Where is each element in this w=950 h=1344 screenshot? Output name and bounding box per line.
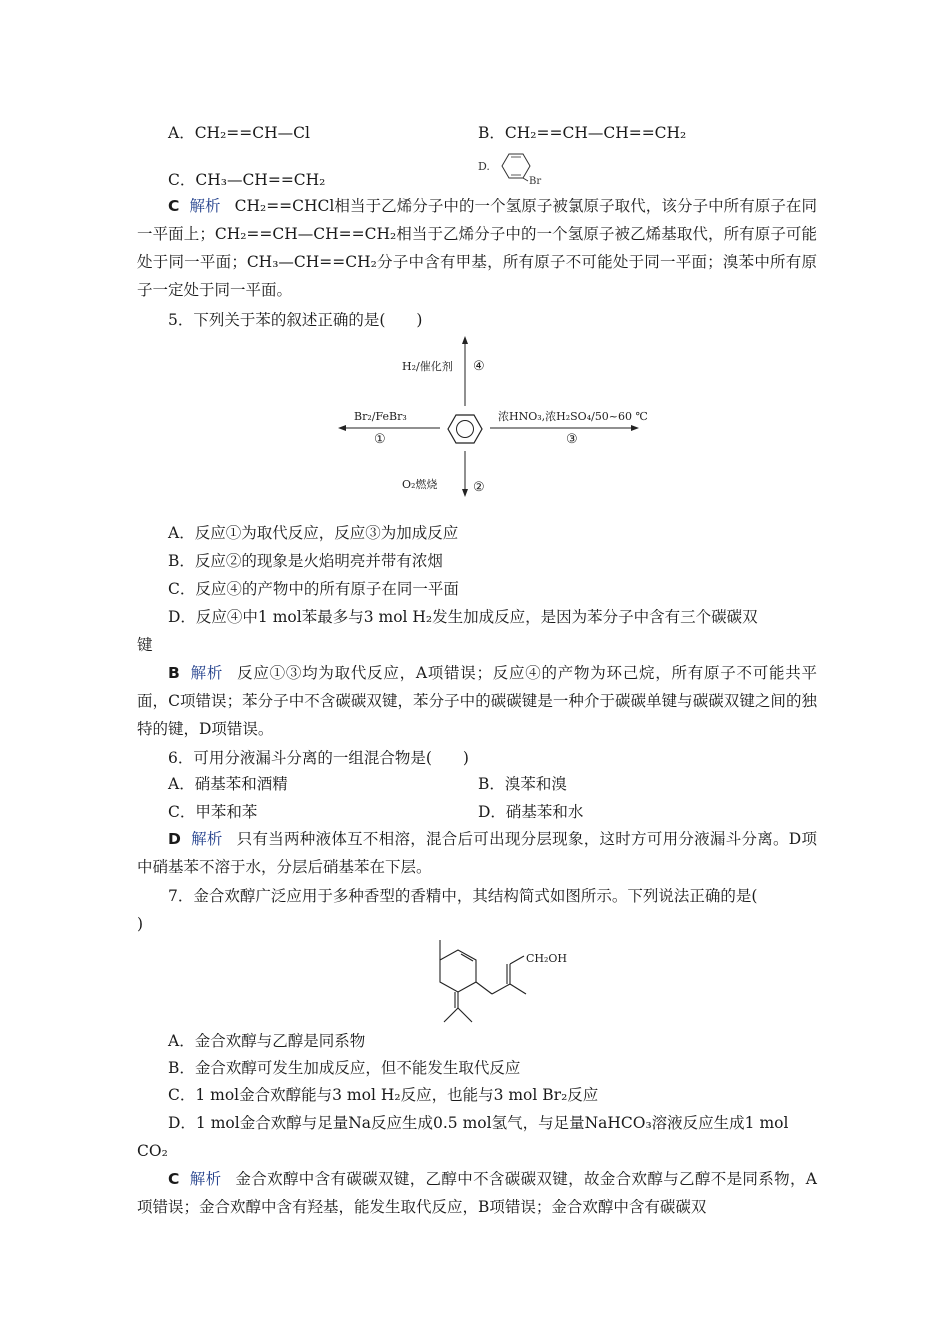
q7-analysis-label: 解析 [189,1170,222,1188]
q4-option-d-label: D. [478,160,490,173]
q5-diagram-down-label: O₂燃烧 [402,478,438,491]
q5-diagram-up-num: ④ [473,359,485,374]
q5-diagram-left-num: ① [374,432,386,447]
q5-diagram-right-num: ③ [566,432,578,447]
q5-option-b: B．反应②的现象是火焰明亮并带有浓烟 [168,552,443,570]
q5-option-c: C．反应④的产物中的所有原子在同一平面 [168,580,459,598]
q4-analysis-label: 解析 [189,197,221,215]
q5-analysis-label: 解析 [189,664,224,682]
q5-option-d-line2: 键 [137,636,153,654]
q5-stem: 5．下列关于苯的叙述正确的是( ) [168,311,423,329]
q5-option-a: A．反应①为取代反应，反应③为加成反应 [168,524,459,542]
q7-farnesol-structure [410,934,580,1028]
q4-answer: C [168,197,180,215]
q6-option-c: C．甲苯和苯 [168,803,258,821]
q7-option-a: A．金合欢醇与乙醇是同系物 [168,1032,366,1050]
q6-option-b: B．溴苯和溴 [478,775,567,793]
q5-diagram-left-label: Br₂/FeBr₃ [354,410,407,423]
q7-answer: C [168,1170,180,1188]
q4-option-c: C．CH₃—CH==CH₂ [168,171,326,189]
q7-stem-line2: ) [137,915,144,933]
q7-analysis-text: 金合欢醇中含有碳碳双键，乙醇中不含碳碳双键，故金合欢醇与乙醇不是同系物，A项错误；金合欢醇中含有羟基，能发生取代反应，B项错误；金合欢醇中含有碳碳双 [137,1170,817,1216]
q5-analysis-text: 反应①③均为取代反应，A项错误；反应④的产物为环己烷，所有原子不可能共平面，C项错误；苯分子中不含碳碳双键，苯分子中的碳碳键是一种介于碳碳单键与碳碳双键之间的独特的键，D项错误。 [137,664,817,738]
q5-option-d-line1: D．反应④中1 mol苯最多与3 mol H₂发生加成反应，是因为苯分子中含有三个碳碳双 [168,608,758,626]
q7-struct-ch2oh-label: CH₂OH [526,952,568,965]
q6-stem: 6．可用分液漏斗分离的一组混合物是( ) [168,749,469,767]
q5-diagram-right-label: 浓HNO₃,浓H₂SO₄/50~60 ℃ [498,410,648,423]
q6-option-d: D．硝基苯和水 [478,803,584,821]
q5-diagram-down-num: ② [473,480,485,495]
q4-option-a: A．CH₂==CH—Cl [168,124,310,142]
q4-option-d-bromobenzene-structure [478,146,548,186]
q7-option-d-line2: CO₂ [137,1142,168,1160]
q6-option-a: A．硝基苯和酒精 [168,775,288,793]
q7-option-c: C．1 mol金合欢醇能与3 mol H₂反应，也能与3 mol Br₂反应 [168,1086,599,1104]
q5-diagram-up-label: H₂/催化剂 [402,360,453,373]
q4-analysis-text: CH₂==CHCl相当于乙烯分子中的一个氢原子被氯原子取代，该分子中所有原子在同一平面上；CH₂==CH—CH==CH₂相当于乙烯分子中的一个氢原子被乙烯基取代，所有原子可能处于同一平面；CH₃—CH==CH₂分子中含有甲基，所有原子不可能处于同一平面；溴苯中所有原子一定处于同一平面。 [137,197,817,299]
q5-answer: B [168,664,180,682]
q5-benzene-reaction-diagram [330,336,660,498]
q7-option-d-line1: D．1 mol金合欢醇与足量Na反应生成0.5 mol氢气，与足量NaHCO₃溶液反应生成1 mol [168,1114,789,1132]
q4-option-b: B．CH₂==CH—CH==CH₂ [478,124,687,142]
q7-stem-line1: 7．金合欢醇广泛应用于多种香型的香精中，其结构简式如图所示。下列说法正确的是( [168,887,758,905]
q6-analysis [137,825,817,881]
q6-analysis-label: 解析 [190,830,223,848]
q4-option-d-sub: Br [529,176,542,186]
q7-option-b: B．金合欢醇可发生加成反应，但不能发生取代反应 [168,1059,521,1077]
q4-analysis [137,192,817,304]
q6-analysis-text: 只有当两种液体互不相溶，混合后可出现分层现象，这时方可用分液漏斗分离。D项中硝基苯不溶于水，分层后硝基苯在下层。 [137,830,817,876]
q5-analysis [137,659,817,743]
q6-answer: D [168,830,181,848]
q7-analysis [137,1165,817,1221]
